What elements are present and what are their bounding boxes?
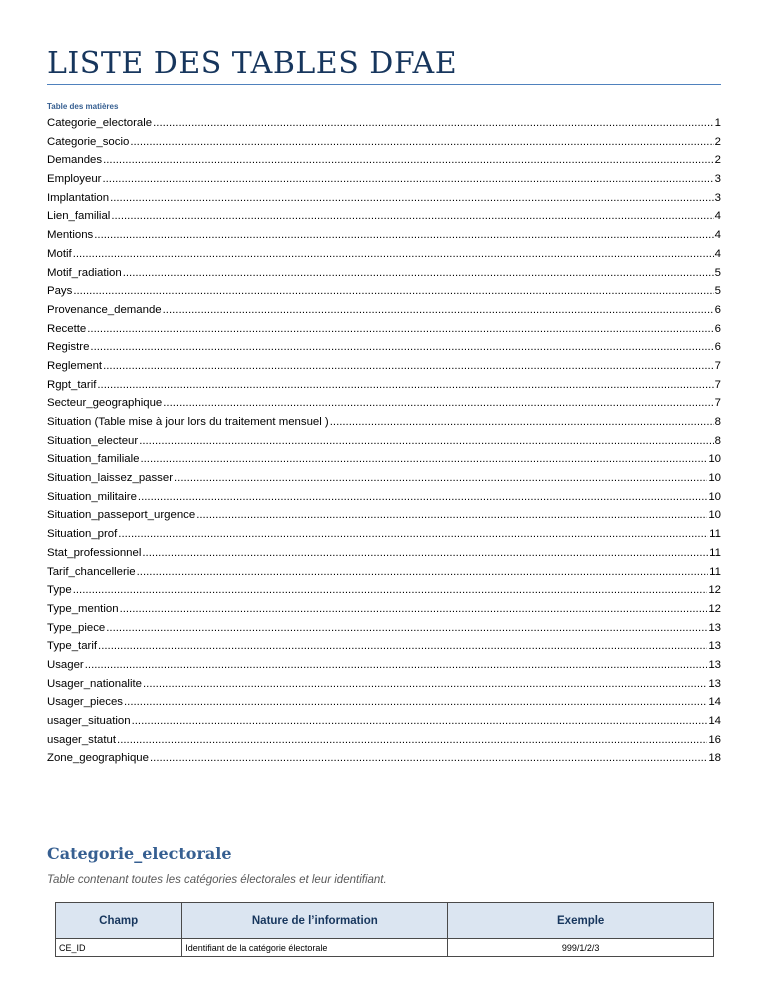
toc-entry[interactable] [47,731,721,750]
section-description: Table contenant toutes les catégories électorales et leur identifiant. [47,874,387,886]
toc-dot-leader [103,357,714,376]
toc-entry[interactable] [47,207,721,226]
toc-entry-page-number[interactable]: 8 [714,416,721,428]
toc-dot-leader [130,133,713,152]
toc-entry-page-number[interactable]: 4 [714,247,721,260]
toc-entry[interactable] [47,581,721,600]
toc-dot-leader [123,264,714,283]
toc-entry[interactable] [47,357,721,376]
toc-entry-label[interactable]: Type_piece [47,621,106,634]
toc-dot-leader [98,637,707,656]
field-table [55,902,714,957]
toc-entry[interactable] [47,563,721,582]
toc-dot-leader [139,432,713,451]
toc-entry[interactable] [47,506,721,525]
toc-entry-page-number[interactable]: 18 [708,752,721,765]
toc-entry-label[interactable]: Registre [47,341,90,354]
toc-entry[interactable] [47,413,721,432]
toc-dot-leader [73,245,714,264]
toc-entry[interactable] [47,170,721,189]
toc-dot-leader [163,394,713,413]
cell-exemple: 999/1/2/3 [448,939,714,957]
toc-entry[interactable] [47,376,721,395]
section-heading: Categorie_electorale [47,844,232,863]
toc-entry-page-number[interactable]: 4 [714,210,721,223]
toc-entry-page-number[interactable]: 7 [714,397,721,410]
toc-dot-leader [120,600,708,619]
toc-dot-leader [97,376,713,395]
toc-dot-leader [124,693,707,712]
toc-entry-page-number[interactable]: 7 [714,359,721,372]
toc-entry-label[interactable]: Situation_electeur [47,434,139,447]
toc-entry-page-number[interactable]: 6 [714,322,721,335]
toc-entry-page-number[interactable]: 16 [708,733,721,746]
toc-entry-label[interactable]: Usager [47,658,84,671]
toc-entry[interactable] [47,282,721,301]
toc-entry-label[interactable]: Usager_pieces [47,696,123,709]
toc-dot-leader [90,338,713,357]
toc-entry-page-number[interactable]: 10 [708,509,721,522]
toc-dot-leader [196,506,707,525]
toc-entry[interactable] [47,338,721,357]
toc-entry-page-number[interactable]: 13 [708,677,721,690]
toc-dot-leader [153,114,714,133]
toc-heading: Table des matières [47,102,119,111]
toc-entry-label[interactable]: Situation_prof [47,528,118,541]
toc-entry[interactable] [47,619,721,638]
toc-entry[interactable] [47,488,721,507]
toc-entry-page-number[interactable]: 10 [708,453,721,466]
toc-entry[interactable] [47,749,721,768]
toc-entry-label[interactable]: Zone_geographique [47,752,149,765]
toc-entry-label[interactable]: Type [47,584,72,597]
toc-entry-page-number[interactable]: 5 [714,285,721,298]
toc-entry-page-number[interactable]: 12 [708,584,721,597]
column-header-exemple: Exemple [448,903,714,939]
toc-dot-leader [102,170,713,189]
toc-entry-page-number[interactable]: 8 [714,434,721,447]
toc-entry-label[interactable]: Pays [47,285,73,298]
toc-dot-leader [73,581,708,600]
toc-entry-page-number[interactable]: 10 [708,472,721,485]
toc-dot-leader [85,656,708,675]
toc-entry-label[interactable]: Situation (Table mise à jour lors du traitement mensuel ) [47,416,329,428]
document-title: LISTE DES TABLES DFAE [47,46,458,81]
toc-entry-label[interactable]: Provenance_demande [47,303,162,316]
toc-entry-page-number[interactable]: 4 [714,229,721,242]
toc-entry-label[interactable]: Stat_professionnel [47,546,142,559]
toc-dot-leader [111,207,713,226]
toc-entry-page-number[interactable]: 11 [709,528,721,541]
toc-entry-label[interactable]: Recette [47,322,87,335]
toc-entry-label[interactable]: Type_mention [47,602,119,615]
toc-entry-page-number[interactable]: 13 [708,621,721,634]
toc-entry[interactable] [47,151,721,170]
toc-entry[interactable] [47,320,721,339]
toc-entry-label[interactable]: usager_statut [47,733,117,746]
toc-entry[interactable] [47,432,721,451]
toc-entry-label[interactable]: Reglement [47,359,103,372]
toc-entry-label[interactable]: Secteur_geographique [47,397,163,410]
toc-entry-label[interactable]: Implantation [47,191,110,204]
toc-dot-leader [150,749,707,768]
toc-entry[interactable] [47,450,721,469]
toc-entry-label[interactable]: Situation_passeport_urgence [47,509,196,522]
toc-entry[interactable] [47,600,721,619]
toc-entry-label[interactable]: Situation_laissez_passer [47,472,174,485]
toc-entry-page-number[interactable]: 3 [714,191,721,204]
toc-entry-page-number[interactable]: 6 [714,341,721,354]
toc-entry-page-number[interactable]: 3 [714,173,721,186]
toc-entry-page-number[interactable]: 14 [708,715,721,727]
toc-entry-label[interactable]: Employeur [47,173,102,186]
toc-entry[interactable] [47,469,721,488]
toc-dot-leader [163,301,714,320]
cell-champ: CE_ID [56,939,182,957]
toc-entry[interactable] [47,637,721,656]
toc-dot-leader [117,731,707,750]
toc-dot-leader [138,488,707,507]
toc-entry[interactable] [47,656,721,675]
toc-entry-label[interactable]: Lien_familial [47,210,111,223]
toc-entry-page-number[interactable]: 11 [709,565,721,578]
toc-entry-label[interactable]: Tarif_chancellerie [47,565,136,578]
toc-entry-page-number[interactable]: 11 [709,546,721,559]
toc-dot-leader [330,413,714,432]
toc-entry-page-number[interactable]: 14 [708,696,721,709]
toc-entry-label[interactable]: Mentions [47,229,94,242]
title-divider [47,84,721,85]
toc-entry-page-number[interactable]: 10 [708,490,721,503]
column-header-champ: Champ [56,903,182,939]
toc-dot-leader [132,712,708,731]
toc-entry-label[interactable]: Rgpt_tarif [47,378,97,391]
toc-entry-page-number[interactable]: 6 [714,303,721,316]
toc-entry[interactable] [47,525,721,544]
toc-dot-leader [137,563,709,582]
column-header-nature: Nature de l’information [182,903,448,939]
toc-entry-page-number[interactable]: 2 [714,135,721,148]
toc-entry[interactable] [47,189,721,208]
toc-entry-page-number[interactable]: 1 [714,117,721,129]
toc-dot-leader [103,151,714,170]
table-of-contents [47,114,721,768]
toc-dot-leader [94,226,713,245]
toc-entry[interactable] [47,301,721,320]
toc-entry-page-number[interactable]: 12 [708,602,721,615]
toc-entry-page-number[interactable]: 2 [714,154,721,167]
toc-entry-label[interactable]: Categorie_socio [47,135,130,148]
toc-entry-page-number[interactable]: 13 [708,640,721,653]
toc-entry[interactable] [47,394,721,413]
toc-dot-leader [110,189,714,208]
toc-entry[interactable] [47,675,721,694]
cell-nature: Identifiant de la catégorie électorale [182,939,448,957]
toc-dot-leader [142,544,708,563]
toc-entry-label[interactable]: Motif_radiation [47,266,122,279]
toc-dot-leader [143,675,707,694]
toc-entry[interactable] [47,712,721,731]
toc-entry-page-number[interactable]: 7 [714,378,721,391]
toc-dot-leader [106,619,707,638]
toc-entry[interactable] [47,264,721,283]
toc-entry-label[interactable]: usager_situation [47,715,131,727]
toc-entry-page-number[interactable]: 13 [708,658,721,671]
toc-entry-label[interactable]: Usager_nationalite [47,677,142,690]
table-header-row [56,903,714,939]
toc-entry[interactable] [47,133,721,152]
toc-entry[interactable] [47,114,721,133]
toc-entry[interactable] [47,693,721,712]
toc-entry-label[interactable]: Situation_familiale [47,453,140,466]
toc-dot-leader [174,469,707,488]
toc-dot-leader [73,282,713,301]
toc-entry-label[interactable]: Type_tarif [47,640,98,653]
toc-entry-page-number[interactable]: 5 [714,266,721,279]
toc-entry[interactable] [47,544,721,563]
toc-entry[interactable] [47,245,721,264]
toc-entry-label[interactable]: Motif [47,247,72,260]
toc-entry-label[interactable]: Situation_militaire [47,490,137,503]
toc-dot-leader [87,320,713,339]
toc-entry-label[interactable]: Categorie_electorale [47,117,153,129]
toc-entry[interactable] [47,226,721,245]
toc-dot-leader [140,450,707,469]
toc-dot-leader [118,525,708,544]
table-row [56,939,714,957]
toc-entry-label[interactable]: Demandes [47,154,103,167]
